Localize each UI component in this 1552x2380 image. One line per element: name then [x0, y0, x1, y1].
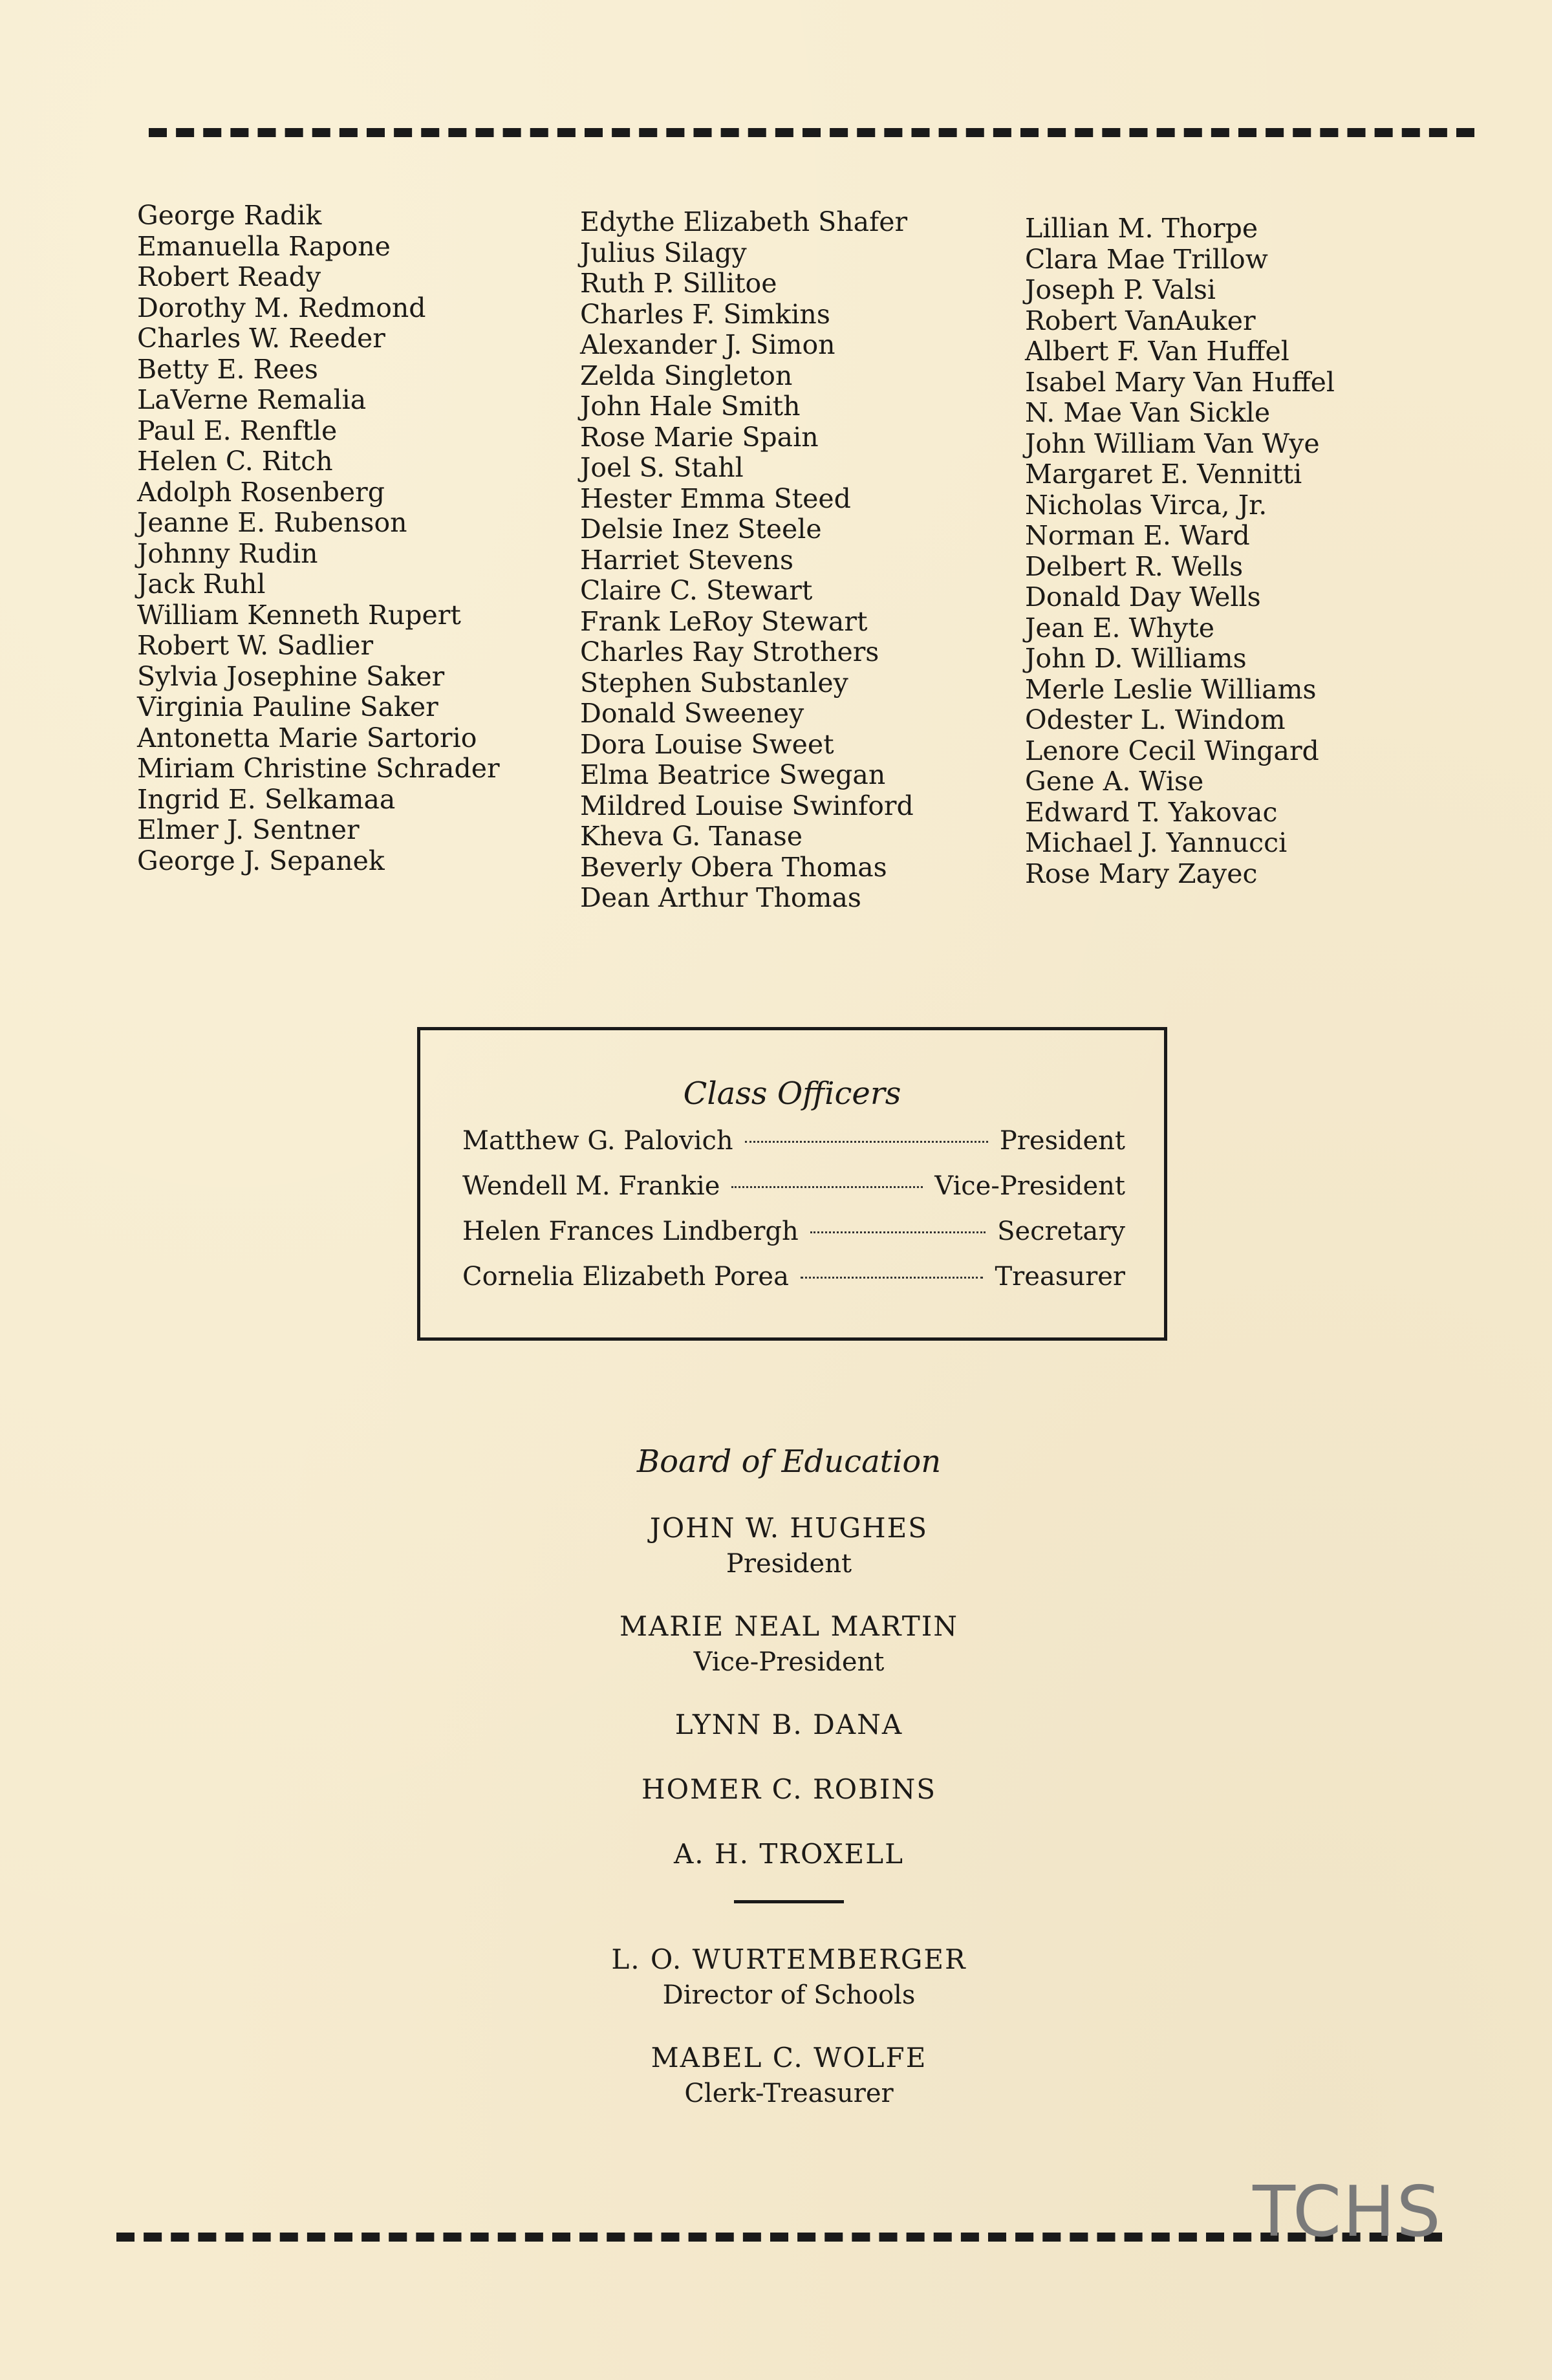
board-member-name: HOMER C. ROBINS	[641, 1773, 937, 1805]
graduate-name: Stephen Substanley	[580, 667, 848, 698]
graduate-name: Elma Beatrice Swegan	[580, 759, 886, 790]
graduate-name: Michael J. Yannucci	[1025, 827, 1288, 858]
graduate-name: Albert F. Van Huffel	[1025, 336, 1289, 367]
graduate-name: Elmer J. Sentner	[137, 814, 360, 845]
graduate-name: Dora Louise Sweet	[580, 728, 834, 760]
graduate-name: Dorothy M. Redmond	[137, 292, 426, 323]
graduate-name: Norman E. Ward	[1025, 520, 1250, 551]
graduate-name: Zelda Singleton	[580, 360, 793, 391]
dotted-leader	[801, 1277, 984, 1279]
graduate-name: Robert Ready	[137, 261, 321, 292]
graduate-column-2	[580, 207, 914, 914]
graduate-name: Charles F. Simkins	[580, 298, 830, 330]
graduate-name: Adolph Rosenberg	[137, 476, 385, 508]
graduate-name: Ruth P. Sillitoe	[580, 268, 777, 299]
graduate-column-1	[137, 200, 500, 876]
graduate-name: Donald Sweeney	[580, 698, 804, 729]
graduate-name: Dean Arthur Thomas	[580, 882, 861, 913]
graduate-name: LaVerne Remalia	[137, 384, 367, 415]
graduate-name: Edythe Elizabeth Shafer	[580, 206, 908, 237]
staff-member-name: MABEL C. WOLFE	[651, 2042, 927, 2073]
graduate-name: N. Mae Van Sickle	[1025, 397, 1271, 428]
graduate-name: Paul E. Renftle	[137, 415, 338, 446]
graduate-name: Charles W. Reeder	[137, 323, 385, 354]
graduate-name: Delbert R. Wells	[1025, 550, 1244, 582]
graduate-name: Jean E. Whyte	[1025, 612, 1215, 644]
board-member	[530, 1706, 1048, 1744]
graduate-name: Merle Leslie Williams	[1025, 673, 1317, 705]
officer-title: Secretary	[997, 1217, 1125, 1246]
graduate-name: Virginia Pauline Saker	[137, 691, 438, 722]
graduate-name: George Radik	[137, 200, 322, 231]
officer-title: Vice-President	[934, 1171, 1125, 1201]
graduate-name: Frank LeRoy Stewart	[580, 605, 868, 637]
board-member	[530, 1771, 1048, 1808]
graduate-name: Margaret E. Vennitti	[1025, 459, 1302, 490]
board-of-education	[530, 1442, 1048, 2137]
graduate-name: George J. Sepanek	[137, 845, 385, 876]
graduate-name: John Hale Smith	[580, 391, 801, 422]
board-member-name: MARIE NEAL MARTIN	[619, 1610, 959, 1642]
section-divider	[734, 1900, 844, 1903]
officer-row	[462, 1217, 1125, 1246]
officer-name: Wendell M. Frankie	[462, 1171, 720, 1201]
class-officers-box	[417, 1027, 1167, 1341]
graduate-name: Robert W. Sadlier	[137, 630, 374, 661]
graduate-name: Robert VanAuker	[1025, 305, 1256, 336]
watermark: TCHS	[1253, 2172, 1442, 2253]
graduate-name: Emanuella Rapone	[137, 230, 391, 262]
graduate-name: Charles Ray Strothers	[580, 636, 879, 667]
officer-title: President	[999, 1126, 1125, 1156]
graduate-name: Clara Mae Trillow	[1025, 243, 1268, 275]
officer-row	[462, 1171, 1125, 1201]
officer-row	[462, 1126, 1125, 1156]
graduate-name: Mildred Louise Swinford	[580, 790, 914, 821]
graduate-name: Donald Day Wells	[1025, 581, 1261, 612]
officer-name: Helen Frances Lindbergh	[462, 1217, 799, 1246]
staff-member-name: L. O. WURTEMBERGER	[611, 1943, 967, 1975]
graduate-name: John D. Williams	[1025, 643, 1247, 674]
class-officers-title: Class Officers	[683, 1076, 901, 1112]
officer-title: Treasurer	[995, 1262, 1125, 1292]
graduate-name: Delsie Inez Steele	[580, 514, 822, 545]
board-member-name: A. H. TROXELL	[673, 1838, 905, 1870]
bottom-dashed-rule	[116, 2233, 1442, 2242]
graduate-name: Sylvia Josephine Saker	[137, 660, 445, 692]
graduate-column-3	[1025, 213, 1335, 889]
staff-member	[530, 1941, 1048, 2012]
graduate-name: William Kenneth Rupert	[137, 599, 461, 631]
graduate-name: Rose Mary Zayec	[1025, 858, 1258, 889]
graduate-name: Jack Ruhl	[137, 568, 266, 600]
board-member	[530, 1509, 1048, 1581]
graduate-name: John William Van Wye	[1025, 427, 1320, 459]
board-member-role: Vice-President	[693, 1647, 885, 1677]
graduate-name: Jeanne E. Rubenson	[137, 507, 407, 538]
graduate-name: Joel S. Stahl	[580, 452, 744, 483]
board-member	[530, 1608, 1048, 1679]
graduate-name: Harriet Stevens	[580, 544, 793, 576]
staff-member	[530, 2039, 1048, 2110]
graduate-name: Antonetta Marie Sartorio	[137, 722, 477, 753]
top-dashed-rule	[149, 128, 1474, 137]
dotted-leader	[731, 1186, 923, 1188]
graduate-name: Claire C. Stewart	[580, 575, 813, 606]
dotted-leader	[810, 1231, 986, 1233]
graduate-name: Kheva G. Tanase	[580, 821, 803, 852]
graduate-name: Betty E. Rees	[137, 353, 318, 385]
staff-member-role: Clerk-Treasurer	[684, 2079, 894, 2108]
board-title: Board of Education	[636, 1444, 942, 1480]
board-member-role: President	[726, 1549, 852, 1579]
board-member-name: JOHN W. HUGHES	[649, 1512, 929, 1544]
graduate-name: Hester Emma Steed	[580, 482, 851, 514]
dotted-leader	[745, 1141, 988, 1143]
graduate-name: Gene A. Wise	[1025, 766, 1204, 797]
graduate-name: Lenore Cecil Wingard	[1025, 735, 1319, 766]
graduate-name: Alexander J. Simon	[580, 329, 835, 360]
graduate-name: Nicholas Virca, Jr.	[1025, 489, 1267, 521]
board-member	[530, 1835, 1048, 1873]
graduate-name: Miriam Christine Schrader	[137, 753, 500, 784]
graduate-name: Julius Silagy	[580, 237, 747, 268]
graduate-name: Johnny Rudin	[137, 537, 318, 569]
graduate-name: Helen C. Ritch	[137, 446, 333, 477]
officer-name: Cornelia Elizabeth Porea	[462, 1262, 789, 1292]
graduate-name: Rose Marie Spain	[580, 421, 819, 453]
graduate-name: Lillian M. Thorpe	[1025, 213, 1258, 244]
graduate-name: Edward T. Yakovac	[1025, 796, 1278, 828]
board-member-name: LYNN B. DANA	[674, 1709, 903, 1740]
officer-row	[462, 1262, 1125, 1292]
graduate-name: Joseph P. Valsi	[1025, 274, 1216, 305]
graduate-name: Isabel Mary Van Huffel	[1025, 366, 1335, 398]
staff-member-role: Director of Schools	[662, 1980, 916, 2010]
graduate-name: Ingrid E. Selkamaa	[137, 783, 396, 815]
graduate-name: Beverly Obera Thomas	[580, 851, 887, 883]
graduate-name: Odester L. Windom	[1025, 704, 1286, 735]
officer-name: Matthew G. Palovich	[462, 1126, 733, 1156]
